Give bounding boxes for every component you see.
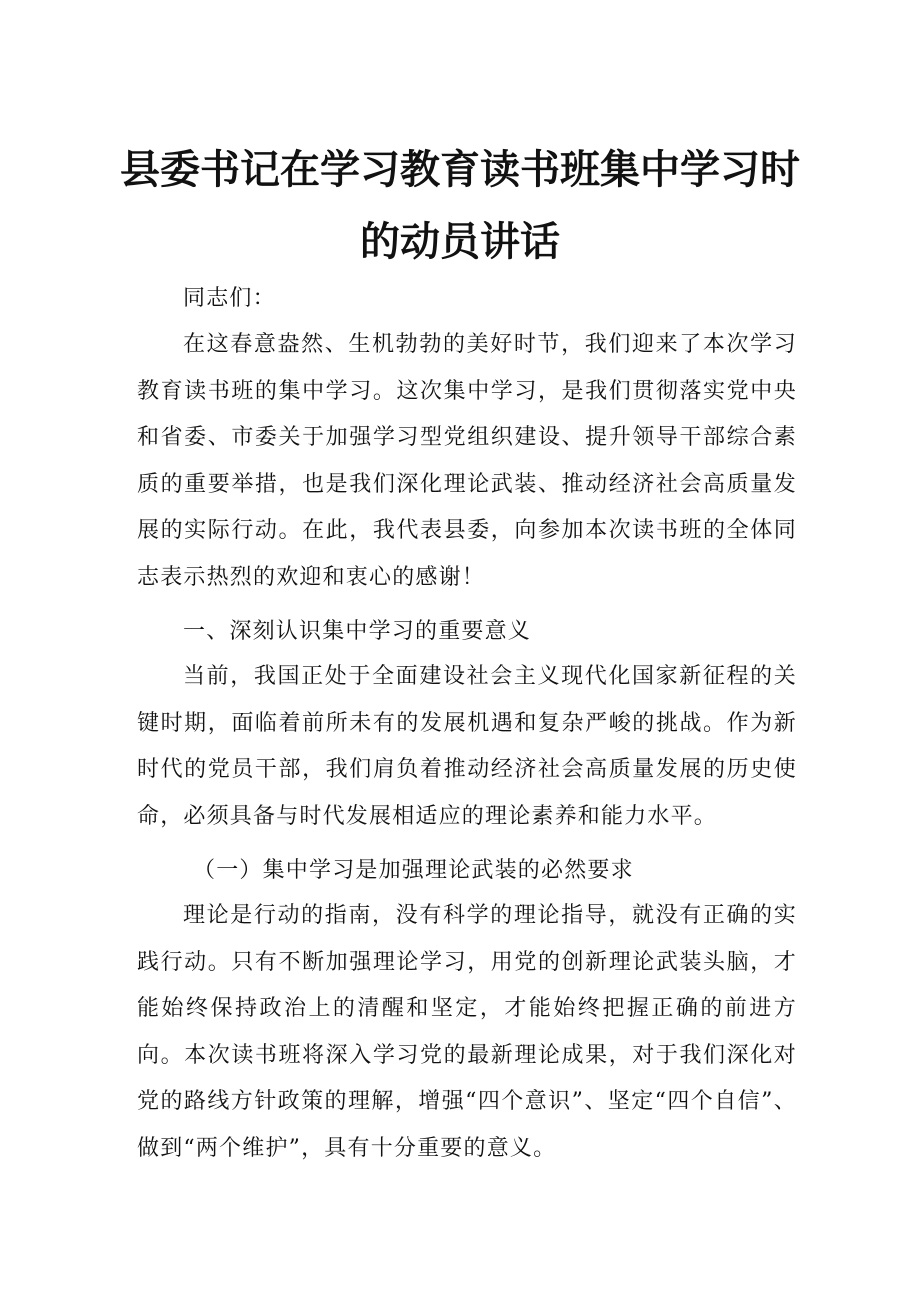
document-title-line-2: 的动员讲话 xyxy=(360,219,560,265)
paragraph-opening: 在这春意盎然、生机勃勃的美好时节，我们迎来了本次学习教育读书班的集中学习。这次集中学习，是我们贯彻落实党中央和省委、市委关于加强学习型党组织建设、提升领导干部综合素质的重要举措，也是我们深化理论武装、推动经济社会高质量发展的实际行动。在此，我代表县委，向参加本次读书班的全体同志表示热烈的欢迎和衷心的感谢！ xyxy=(137,332,797,590)
subsection-heading-1: （一）集中学习是加强理论武装的必然要求 xyxy=(193,858,634,883)
section-heading-1: 一、深刻认识集中学习的重要意义 xyxy=(183,619,532,644)
paragraph-section-1: 当前，我国正处于全面建设社会主义现代化国家新征程的关键时期，面临着前所未有的发展机遇和复杂严峻的挑战。作为新时代的党员干部，我们肩负着推动经济社会高质量发展的历史使命，必须具备与时代发展相适应的理论素养和能力水平。 xyxy=(137,664,797,829)
document-title-line-1: 县委书记在学习教育读书班集中学习时 xyxy=(120,147,800,193)
paragraph-subsection-1: 理论是行动的指南，没有科学的理论指导，就没有正确的实践行动。只有不断加强理论学习，用党的创新理论武装头脑，才能始终保持政治上的清醒和坚定，才能始终把握正确的前进方向。本次读书班将深入学习党的最新理论成果，对于我们深化对党的路线方针政策的理解，增强“四个意识”、坚定“四个自信”、做到“两个维护”，具有十分重要的意义。 xyxy=(137,903,797,1161)
salutation: 同志们： xyxy=(183,286,276,311)
